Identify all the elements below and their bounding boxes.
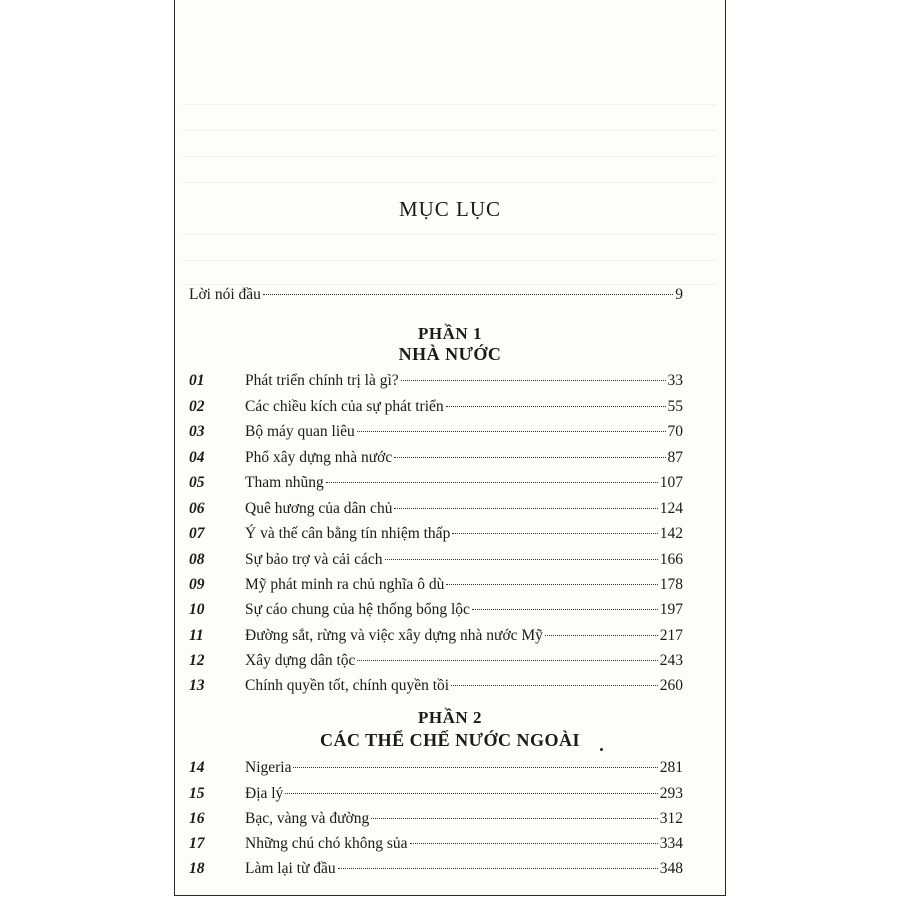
- book-page: [174, 0, 726, 896]
- entry-page: 87: [667, 449, 683, 466]
- toc-entry[interactable]: [189, 835, 683, 857]
- entry-title: Mỹ phát minh ra chủ nghĩa ô dù: [245, 576, 445, 593]
- entry-page: 55: [667, 398, 683, 415]
- leader-dots: [338, 868, 658, 869]
- chapter-number: 03: [189, 423, 205, 440]
- entry-title: Xây dựng dân tộc: [245, 652, 356, 669]
- chapter-number: 08: [189, 551, 205, 568]
- chapter-number: 11: [189, 627, 204, 644]
- toc-entry[interactable]: [189, 551, 683, 573]
- chapter-number: 05: [189, 474, 205, 491]
- bleed-through-line: [183, 144, 715, 157]
- entry-page: 281: [659, 759, 683, 776]
- leader-dots: [357, 660, 657, 661]
- entry-page: 178: [659, 576, 683, 593]
- leader-dots: [326, 482, 658, 483]
- entry-title: Đường sắt, rừng và việc xây dựng nhà nước Mỹ: [245, 627, 543, 644]
- toc-entry-intro[interactable]: [189, 286, 683, 308]
- toc-entry[interactable]: [189, 759, 683, 781]
- bleed-through-line: [183, 92, 715, 105]
- toc-entry[interactable]: [189, 423, 683, 445]
- entry-title: Các chiều kích của sự phát triển: [245, 398, 444, 415]
- entry-page: 348: [659, 860, 683, 877]
- leader-dots: [285, 793, 657, 794]
- leader-dots: [371, 818, 658, 819]
- toc-entry[interactable]: [189, 372, 683, 394]
- entry-title: Chính quyền tốt, chính quyền tồi: [245, 677, 450, 694]
- bleed-through-line: [183, 272, 715, 285]
- entry-page: 33: [667, 372, 683, 389]
- bleed-through-line: [183, 222, 715, 235]
- entry-title: Nigeria: [245, 759, 292, 776]
- leader-dots: [451, 685, 658, 686]
- leader-dots: [472, 609, 658, 610]
- toc-entry[interactable]: [189, 576, 683, 598]
- toc-entry[interactable]: [189, 601, 683, 623]
- entry-title: Sự cáo chung của hệ thống bổng lộc: [245, 601, 470, 618]
- chapter-number: 09: [189, 576, 205, 593]
- toc-entry[interactable]: [189, 474, 683, 496]
- leader-dots: [410, 843, 658, 844]
- entry-page: 124: [659, 500, 683, 517]
- entry-page: 312: [659, 810, 683, 827]
- entry-title: Sự bảo trợ và cải cách: [245, 551, 383, 568]
- entry-title: Phát triển chính trị là gì?: [245, 372, 399, 389]
- entry-title: Lời nói đầu: [189, 286, 261, 303]
- chapter-number: 04: [189, 449, 205, 466]
- entry-title: Quê hương của dân chủ: [245, 500, 393, 517]
- chapter-number: 18: [189, 860, 205, 877]
- part-label: PHẦN 1: [418, 324, 482, 343]
- bleed-through-line: [183, 170, 715, 183]
- leader-dots: [446, 406, 666, 407]
- entry-page: 70: [667, 423, 683, 440]
- chapter-number: 15: [189, 785, 205, 802]
- toc-entry[interactable]: [189, 860, 683, 882]
- entry-title: Ý và thế cân bằng tín nhiệm thấp: [245, 525, 451, 542]
- chapter-number: 02: [189, 398, 205, 415]
- leader-dots: [394, 508, 657, 509]
- entry-title: Bạc, vàng và đường: [245, 810, 370, 827]
- chapter-number: 06: [189, 500, 205, 517]
- toc-entry[interactable]: [189, 398, 683, 420]
- chapter-number: 17: [189, 835, 205, 852]
- entry-page: 142: [659, 525, 683, 542]
- leader-dots: [401, 380, 666, 381]
- leader-dots: [293, 767, 657, 768]
- leader-dots: [357, 431, 666, 432]
- toc-entry[interactable]: [189, 500, 683, 522]
- chapter-number: 14: [189, 759, 205, 776]
- bleed-through-line: [183, 118, 715, 131]
- part-label: PHẦN 2: [418, 708, 482, 727]
- part-name: CÁC THỂ CHẾ NƯỚC NGOÀI: [319, 730, 581, 750]
- entry-page: 260: [659, 677, 683, 694]
- entry-page: 293: [659, 785, 683, 802]
- leader-dots: [452, 533, 657, 534]
- chapter-number: 07: [189, 525, 205, 542]
- entry-page: 166: [659, 551, 683, 568]
- toc-entry[interactable]: [189, 785, 683, 807]
- chapter-number: 13: [189, 677, 205, 694]
- toc-entry[interactable]: [189, 677, 683, 699]
- part-name: NHÀ NƯỚC: [398, 344, 502, 364]
- leader-dots: [394, 457, 665, 458]
- leader-dots: [385, 559, 658, 560]
- chapter-number: 10: [189, 601, 205, 618]
- entry-page: 334: [659, 835, 683, 852]
- leader-dots: [446, 584, 657, 585]
- entry-title: Làm lại từ đầu: [245, 860, 336, 877]
- leader-dots: [545, 635, 658, 636]
- entry-page: 217: [659, 627, 683, 644]
- chapter-number: 12: [189, 652, 205, 669]
- entry-title: Tham nhũng: [245, 474, 324, 491]
- entry-title: Địa lý: [245, 785, 284, 802]
- toc-entry[interactable]: [189, 652, 683, 674]
- chapter-number: 01: [189, 372, 205, 389]
- bleed-through-line: [183, 248, 715, 261]
- entry-page: 9: [675, 286, 683, 303]
- toc-entry[interactable]: [189, 810, 683, 832]
- entry-title: Những chú chó không sủa: [245, 835, 408, 852]
- ink-mark: [600, 748, 603, 751]
- entry-title: Bộ máy quan liêu: [245, 423, 355, 440]
- toc-entry[interactable]: [189, 525, 683, 547]
- toc-title: MỤC LỤC: [398, 197, 502, 221]
- entry-title: Phổ xây dựng nhà nước: [245, 449, 393, 466]
- entry-page: 243: [659, 652, 683, 669]
- chapter-number: 16: [189, 810, 205, 827]
- entry-page: 197: [659, 601, 683, 618]
- toc-entry[interactable]: [189, 449, 683, 471]
- leader-dots: [263, 294, 673, 295]
- entry-page: 107: [659, 474, 683, 491]
- toc-entry[interactable]: [189, 627, 683, 649]
